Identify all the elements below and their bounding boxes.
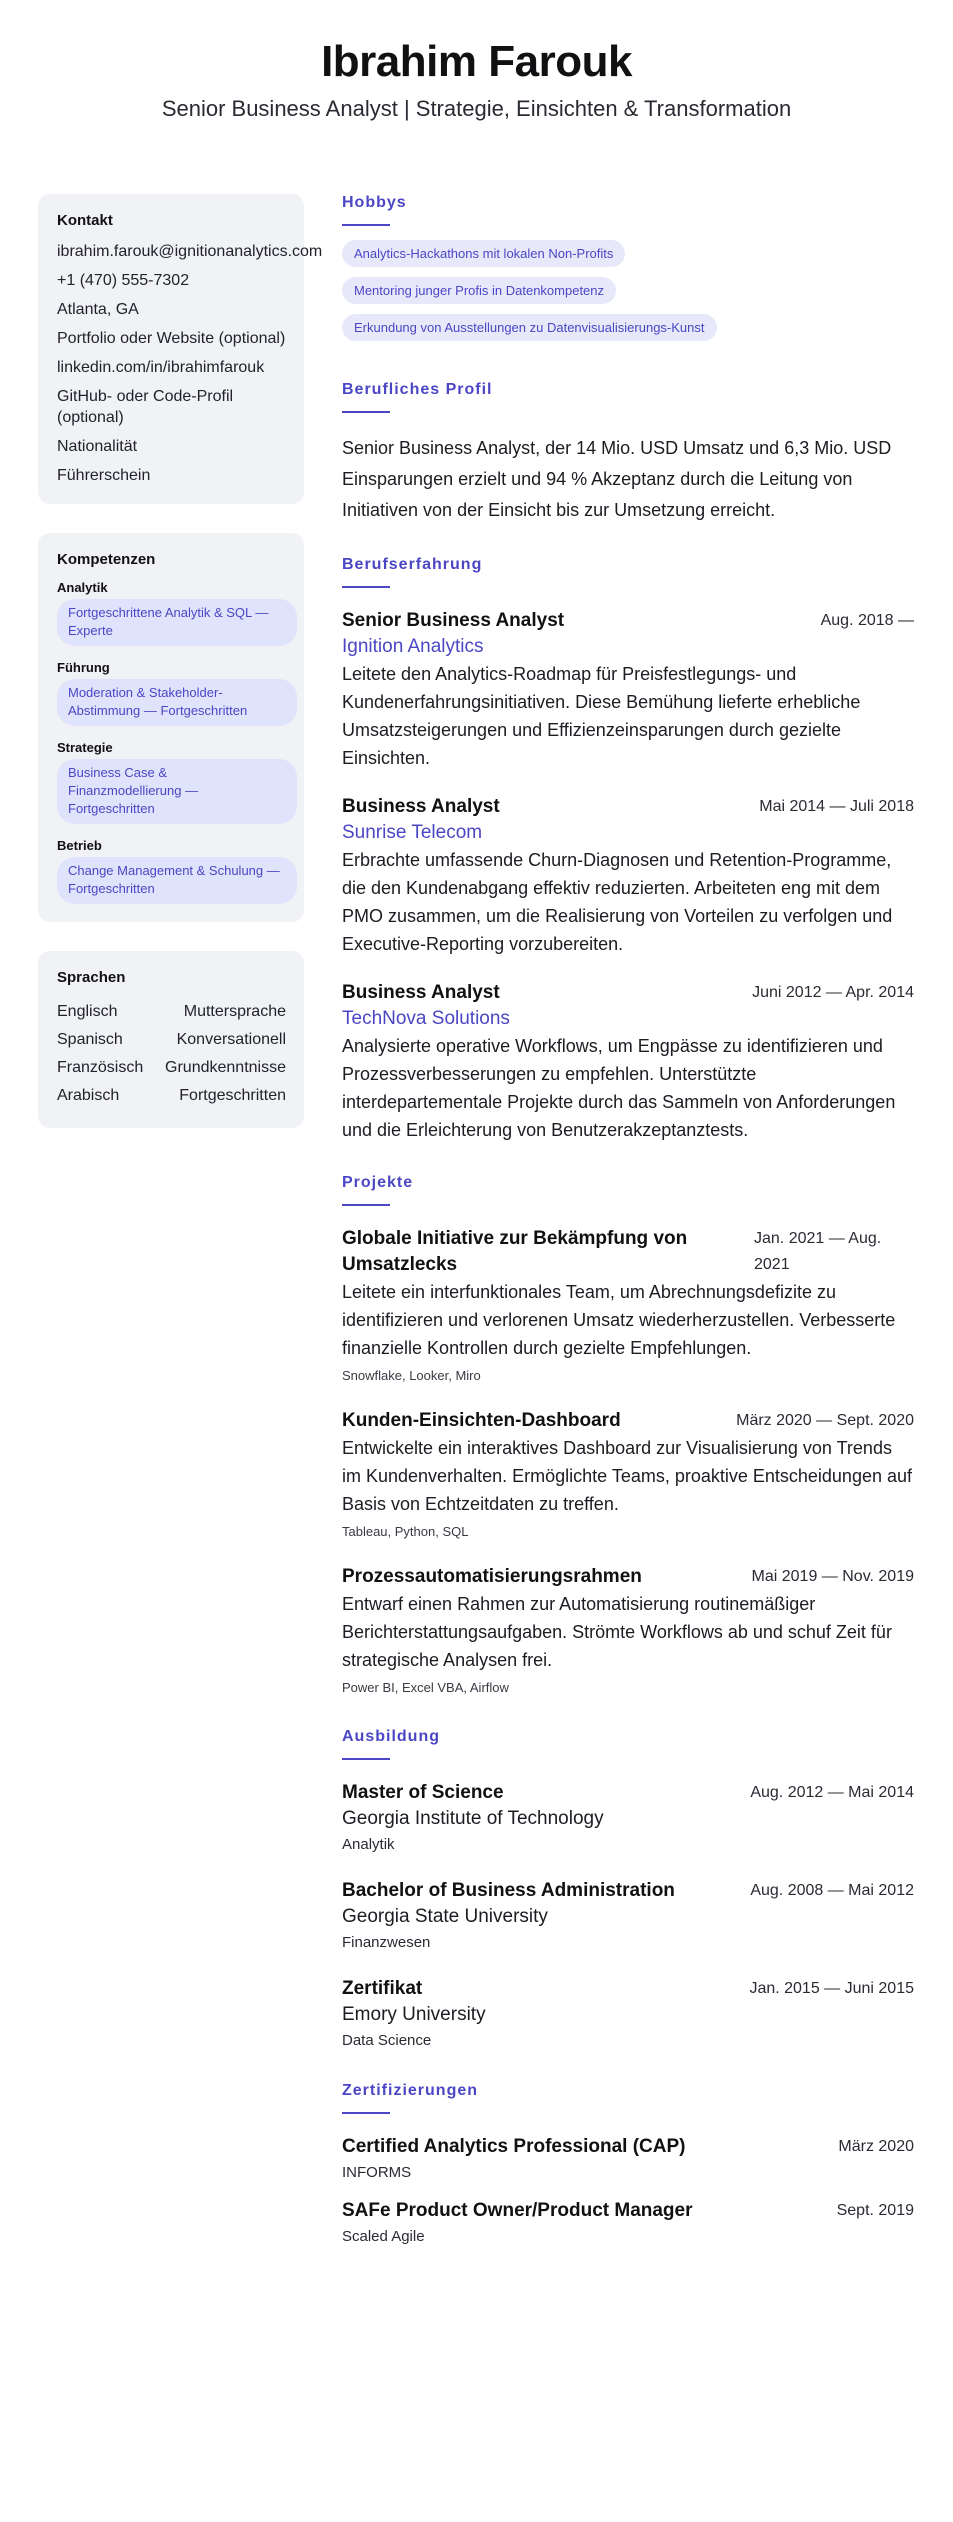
section-title: Berufserfahrung (342, 556, 483, 573)
certification-date: Sept. 2019 (836, 2202, 914, 2219)
job-description: Leitete den Analytics-Roadmap für Preisfestlegungs- und Kundenerfahrungsinitiativen. Diese Bemühung lieferte erhebliche Umsatzsteigerungen und Effizienzeinsparungen durch gezielte Einsichten. (342, 664, 861, 768)
contact-card (38, 194, 323, 504)
hobby-pill: Mentoring junger Profis in Datenkompetenz (342, 277, 616, 304)
certification-name: SAFe Product Owner/Product Manager (342, 2200, 693, 2221)
school-name: Georgia State University (342, 1906, 548, 1927)
sidebar (38, 194, 323, 1157)
job-company: Sunrise Telecom (342, 822, 483, 843)
job-company: Ignition Analytics (342, 636, 484, 657)
language-level: Konversationell (176, 1031, 286, 1048)
job-title: Senior Business Analyst (342, 610, 565, 631)
experience-entry (342, 794, 914, 958)
skill-pill: Moderation & Stakeholder-Abstimmung — Fortgeschritten (57, 679, 297, 726)
education-entry (342, 1878, 914, 1954)
contact-nationality: Nationalität (57, 438, 138, 455)
project-date: Mai 2019 — Nov. 2019 (751, 1568, 914, 1585)
project-description: Leitete ein interfunktionales Team, um Abrechnungsdefizite zu identifizieren und verlorenen Umsatz wiederherzustellen. Verbesserte finanzielle Kontrollen durch gezielte Empfehlungen. (342, 1282, 896, 1358)
profile-text: Senior Business Analyst, der 14 Mio. USD Umsatz und 6,3 Mio. USD Einsparungen erzielt und 94 % Akzeptanz durch die Leitung von Initiativen von der Einsicht bis zur Umsetzung erreicht. (342, 438, 892, 520)
degree-field: Finanzwesen (342, 1934, 431, 1951)
certification-date: März 2020 (838, 2138, 914, 2155)
language-name: Spanisch (57, 1031, 123, 1048)
degree-date: Aug. 2012 — Mai 2014 (750, 1784, 914, 1801)
project-entry (342, 1226, 914, 1386)
degree-date: Jan. 2015 — Juni 2015 (749, 1980, 914, 1997)
section-divider (342, 1758, 390, 1760)
hobby-pill: Erkundung von Ausstellungen zu Datenvisualisierungs-Kunst (342, 314, 717, 341)
contact-email[interactable]: ibrahim.farouk@ignitionanalytics.com (57, 243, 323, 260)
degree-field: Data Science (342, 2032, 432, 2049)
degree-title: Zertifikat (342, 1978, 423, 1999)
job-date: Juni 2012 — Apr. 2014 (752, 984, 914, 1001)
job-title: Business Analyst (342, 982, 500, 1003)
resume-header (0, 0, 953, 124)
language-row (57, 998, 286, 1026)
skill-group-title: Analytik (57, 580, 108, 595)
language-name: Französisch (57, 1059, 144, 1076)
project-entry (342, 1564, 914, 1698)
section-title: Ausbildung (342, 1728, 440, 1745)
certification-entry (342, 2134, 914, 2184)
certification-issuer: INFORMS (342, 2164, 412, 2181)
skill-group-title: Betrieb (57, 838, 102, 853)
degree-field: Analytik (342, 1836, 395, 1853)
skill-pill: Change Management & Schulung — Fortgeschritten (57, 857, 297, 904)
contact-github[interactable]: GitHub- oder Code-Profil (optional) (57, 388, 234, 426)
skill-pill: Fortgeschrittene Analytik & SQL — Experte (57, 599, 297, 646)
project-title: Kunden-Einsichten-Dashboard (342, 1410, 621, 1431)
job-description: Analysierte operative Workflows, um Engpässe zu identifizieren und Prozessverbesserungen zu empfehlen. Unterstützte interdepartementale Projekte durch das Sammeln von Anforderungen und die Erleichterung von Benutzerakzeptanztests. (342, 1036, 896, 1140)
main-content (342, 194, 914, 2278)
degree-title: Master of Science (342, 1782, 504, 1803)
certification-name: Certified Analytics Professional (CAP) (342, 2136, 686, 2157)
skill-group (57, 740, 286, 832)
education-section (342, 1728, 914, 2052)
contact-location: Atlanta, GA (57, 301, 139, 318)
person-subtitle: Senior Business Analyst | Strategie, Einsichten & Transformation (161, 96, 792, 121)
section-title: Projekte (342, 1174, 414, 1191)
section-title: Zertifizierungen (342, 2082, 479, 2099)
project-date: Jan. 2021 — Aug. 2021 (754, 1230, 882, 1273)
language-level: Fortgeschritten (179, 1087, 286, 1104)
language-row (57, 1082, 286, 1110)
project-tools: Snowflake, Looker, Miro (342, 1368, 481, 1383)
section-title: Berufliches Profil (342, 381, 493, 398)
skill-group (57, 580, 286, 654)
school-name: Georgia Institute of Technology (342, 1808, 604, 1829)
project-title: Prozessautomatisierungsrahmen (342, 1566, 642, 1587)
section-divider (342, 2112, 390, 2114)
skills-card (38, 533, 304, 922)
section-divider (342, 224, 390, 226)
experience-entry (342, 608, 914, 772)
project-tools: Tableau, Python, SQL (342, 1524, 469, 1539)
person-name: Ibrahim Farouk (321, 37, 632, 86)
certification-entry (342, 2198, 914, 2248)
section-divider (342, 1204, 390, 1206)
language-name: Englisch (57, 1003, 118, 1020)
education-entry (342, 1976, 914, 2052)
skill-group (57, 838, 286, 904)
hobbies-section (342, 194, 914, 351)
job-description: Erbrachte umfassende Churn-Diagnosen und Retention-Programme, die den Kundenabgang effektiv reduzierten. Arbeiteten eng mit dem PMO zusammen, um die Realisierung von Vorteilen zu verfolgen und Executive-Reporting vorzubereiten. (342, 850, 893, 954)
job-date: Aug. 2018 — (820, 612, 914, 629)
languages-title: Sprachen (57, 969, 126, 986)
job-company: TechNova Solutions (342, 1008, 510, 1029)
certification-issuer: Scaled Agile (342, 2228, 425, 2245)
job-date: Mai 2014 — Juli 2018 (759, 798, 914, 815)
languages-card (38, 951, 304, 1128)
section-divider (342, 586, 390, 588)
skill-pill: Business Case & Finanzmodellierung — Fortgeschritten (57, 759, 297, 824)
degree-date: Aug. 2008 — Mai 2012 (750, 1882, 914, 1899)
project-title: Globale Initiative zur Bekämpfung von Umsatzlecks (342, 1228, 688, 1275)
projects-section (342, 1174, 914, 1698)
project-description: Entwickelte ein interaktives Dashboard zur Visualisierung von Trends im Kundenverhalten. Ermöglichte Teams, proaktive Entscheidungen auf Basis von Echtzeitdaten zu treffen. (342, 1438, 912, 1514)
language-row (57, 1026, 286, 1054)
language-name: Arabisch (57, 1087, 120, 1104)
education-entry (342, 1780, 914, 1856)
project-date: März 2020 — Sept. 2020 (736, 1412, 914, 1429)
contact-title: Kontakt (57, 212, 113, 229)
project-description: Entwarf einen Rahmen zur Automatisierung routinemäßiger Berichterstattungsaufgaben. Strömte Workflows ab und schuf Zeit für strategische Analysen frei. (342, 1594, 892, 1670)
project-entry (342, 1408, 914, 1542)
certifications-section (342, 2082, 914, 2248)
degree-title: Bachelor of Business Administration (342, 1880, 675, 1901)
contact-portfolio[interactable]: Portfolio oder Website (optional) (57, 330, 286, 347)
school-name: Emory University (342, 2004, 486, 2025)
section-divider (342, 411, 390, 413)
contact-phone[interactable]: +1 (470) 555-7302 (57, 272, 190, 289)
skill-group (57, 660, 286, 734)
language-level: Grundkenntnisse (165, 1059, 286, 1076)
experience-entry (342, 980, 914, 1144)
profile-section (342, 381, 914, 526)
project-tools: Power BI, Excel VBA, Airflow (342, 1680, 509, 1695)
hobby-pill: Analytics-Hackathons mit lokalen Non-Profits (342, 240, 625, 267)
skill-group-title: Strategie (57, 740, 113, 755)
language-row (57, 1054, 286, 1082)
skill-group-title: Führung (57, 660, 110, 675)
experience-section (342, 556, 914, 1144)
contact-license: Führerschein (57, 467, 151, 484)
skills-title: Kompetenzen (57, 551, 156, 568)
language-level: Muttersprache (183, 1003, 286, 1020)
job-title: Business Analyst (342, 796, 500, 817)
contact-linkedin[interactable]: linkedin.com/in/ibrahimfarouk (57, 359, 265, 376)
section-title: Hobbys (342, 194, 407, 211)
